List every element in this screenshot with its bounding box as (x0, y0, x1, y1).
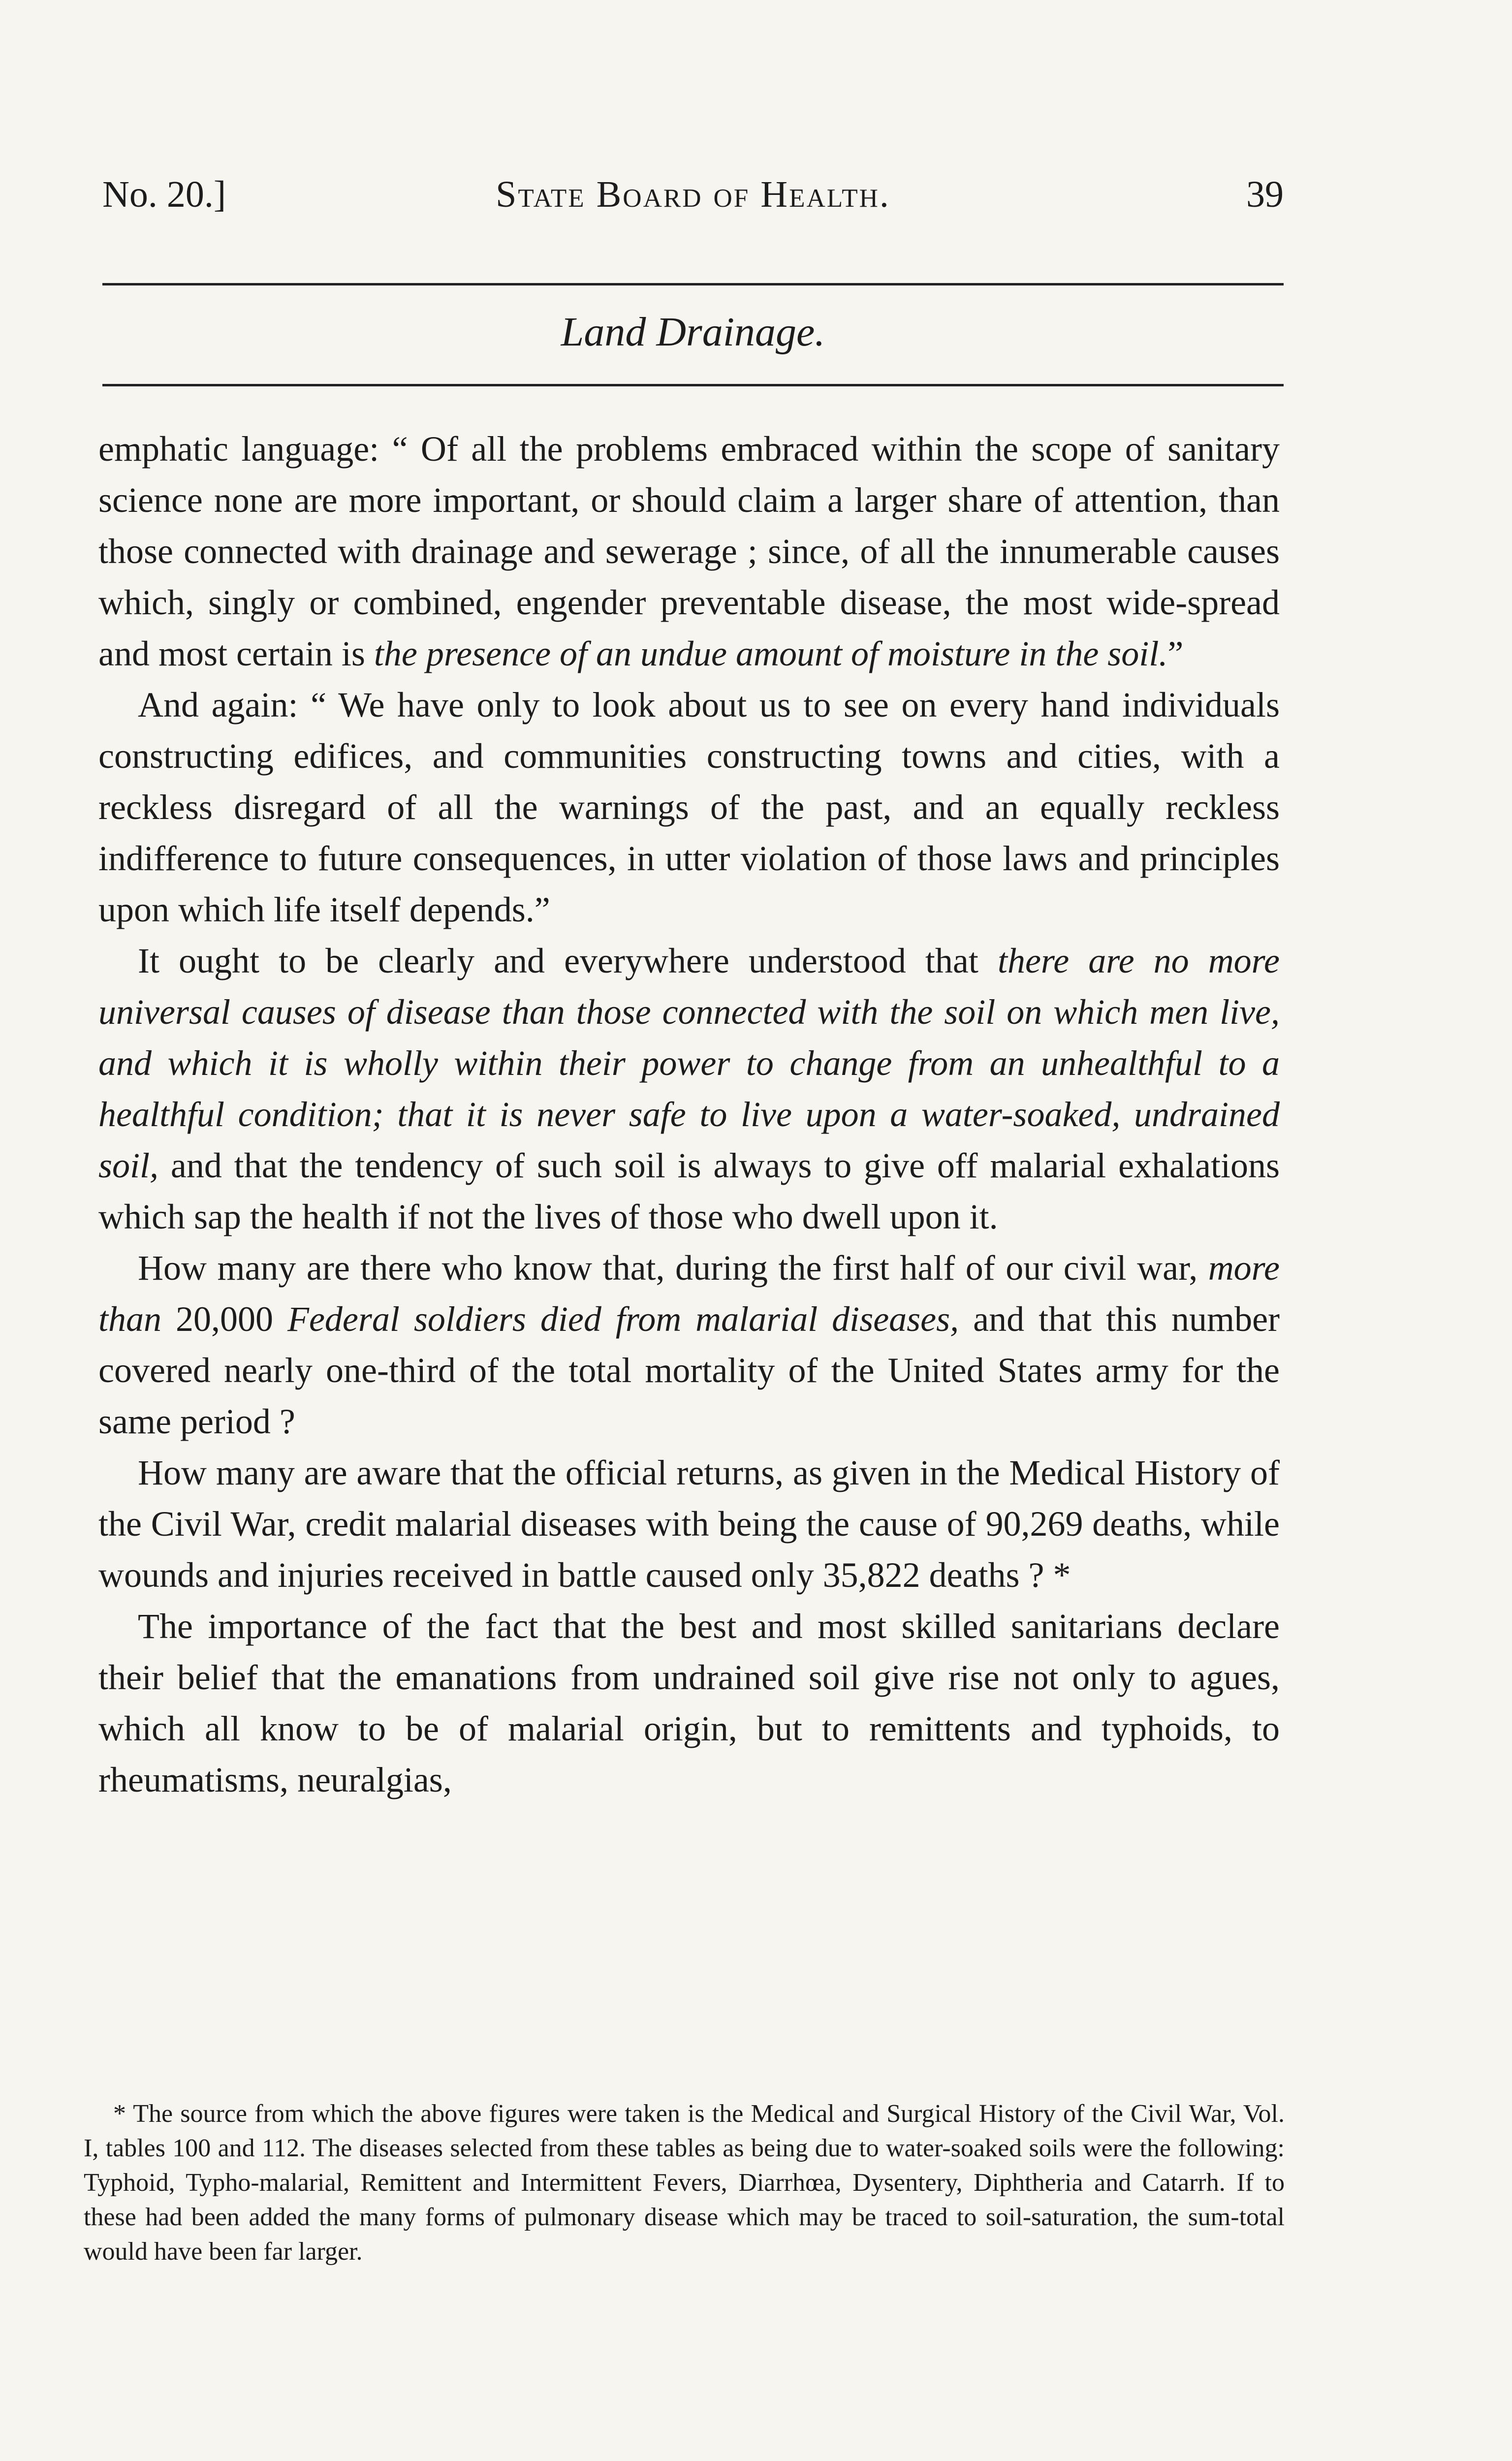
running-title: State Board of Health. (496, 174, 890, 215)
body-text (98, 423, 1280, 1805)
text-run: The importance of the fact that the best and most skilled sanitarians declare their belief that the emanations from undrained soil give rise not only to agues, which all know to be of malarial origin, but to remittents and typhoids, to rheumatisms, neuralgias, (98, 1607, 1280, 1799)
paragraph (98, 1601, 1280, 1805)
header-rule-bottom (102, 384, 1284, 386)
page-number: 39 (1246, 174, 1284, 215)
section-title: Land Drainage. (561, 309, 825, 355)
text-run: And again: “ We have only to look about us to see on every hand individuals constructing edifices, and communities constructing towns and cities, with a reckless disregard of all the warnings of the past, and an equally reckless indifference to future consequences, in utter violation of those laws and principles upon which life itself depends.” (98, 685, 1280, 929)
italic-text: more than (98, 1248, 1280, 1339)
text-run: 20,000 (161, 1299, 287, 1339)
paragraph (98, 1242, 1280, 1447)
paragraph (98, 679, 1280, 935)
text-run: and that this number covered nearly one-third of the total mortality of the United States army for the same period ? (98, 1299, 1280, 1441)
footnote: * The source from which the above figures were taken is the Medical and Surgical History of the Civil War, Vol. I, tables 100 and 112. The diseases selected from these tables as being due to water-soaked soils were the following: Typhoid, Typho-malarial, Remittent and Intermittent Fevers, Diarrhœa, Dysentery, Diphtheria and Catarrh. If to these had been added the many forms of pulmonary disease which may be traced to soil-saturation, the sum-total would have been far larger. (84, 2100, 1285, 2266)
italic-text: the presence of an undue amount of moisture in the soil. (374, 634, 1168, 673)
text-run: emphatic language: “ Of all the problems embraced within the scope of sanitary science none are more important, or should claim a larger share of attention, than those connected with drainage and sewerage ; since, of all the innumerable causes which, singly or combined, engender preventable disease, the most wide-spread and most certain is (98, 429, 1280, 673)
italic-text: there are no more universal causes of disease than those connected with the soil on which men live, and which it is wholly within their power to change from an unhealthful to a healthful condition; that it is never safe to live upon a water-soaked, undrained soil, (98, 941, 1280, 1185)
document-number: No. 20.] (102, 174, 226, 215)
text-run: How many are aware that the official returns, as given in the Medical History of the Civil War, credit malarial diseases with being the cause of 90,269 deaths, while wounds and injuries received in battle caused only 35,822 deaths ? * (98, 1453, 1280, 1595)
header-rule-top (102, 283, 1284, 285)
text-run: and that the tendency of such soil is always to give off malarial exhalations which sap the health if not the lives of those who dwell upon it. (98, 1146, 1280, 1236)
text-run: How many are there who know that, during the first half of our civil war, (138, 1248, 1208, 1288)
paragraph (98, 423, 1280, 679)
paragraph (98, 935, 1280, 1242)
running-head (102, 167, 1284, 221)
text-run: It ought to be clearly and everywhere understood that (138, 941, 998, 980)
paragraph (98, 1447, 1280, 1601)
text-run: ” (1167, 634, 1184, 673)
italic-text: Federal soldiers died from malarial diseases, (287, 1299, 959, 1339)
